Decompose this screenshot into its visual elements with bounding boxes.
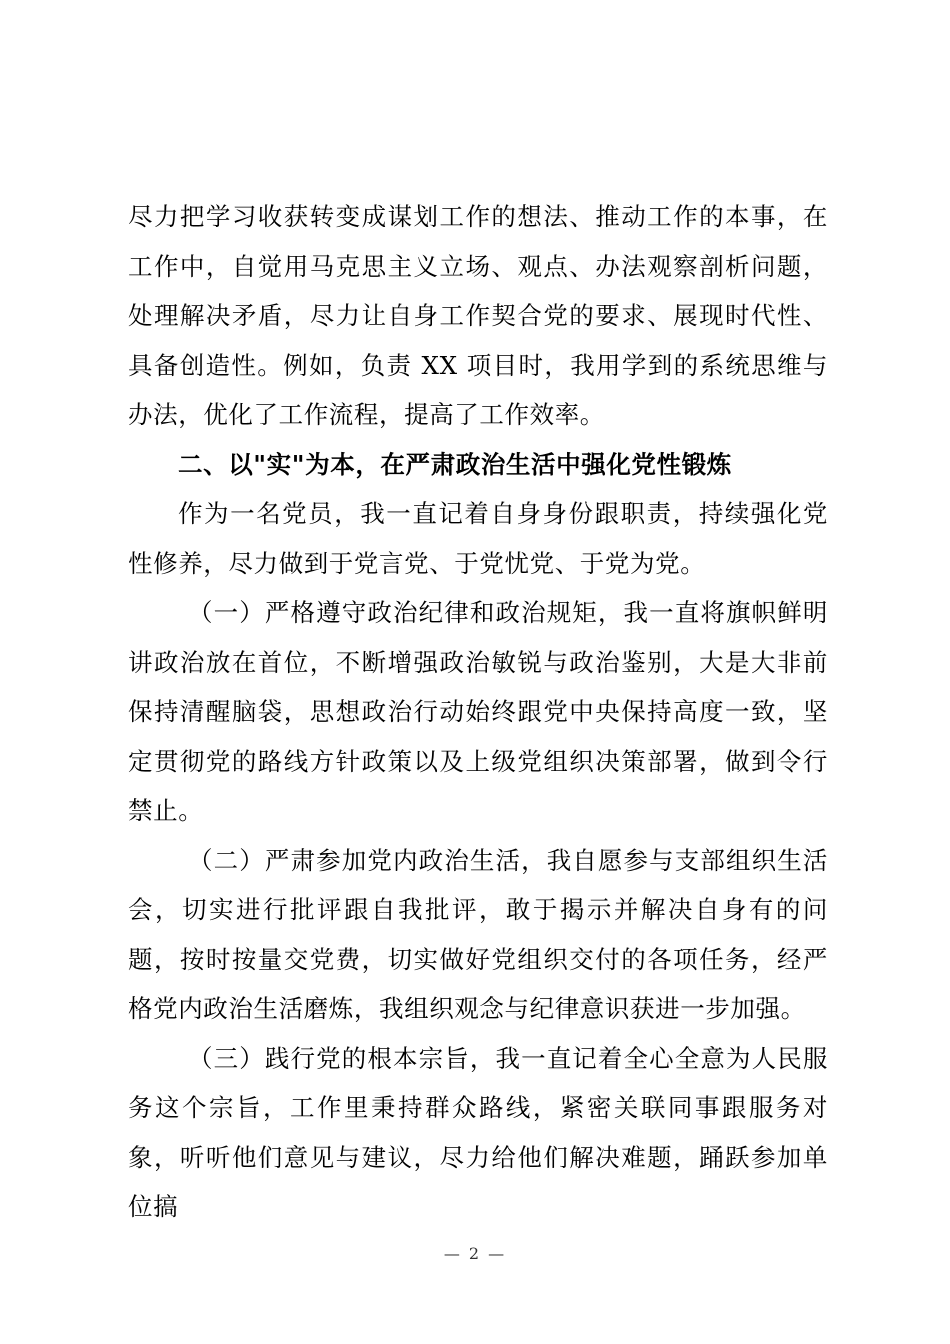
document-body xyxy=(128,192,828,1232)
paragraph-item-2: （二）严肃参加党内政治生活，我自愿参与支部组织生活会，切实进行批评跟自我批评，敢于揭示并解决自身有的问题，按时按量交党费，切实做好党组织交付的各项任务，经严格党内政治生活磨炼，我组织观念与纪律意识获进一步加强。 xyxy=(128,845,828,1023)
paragraph-intro: 作为一名党员，我一直记着自身身份跟职责，持续强化党性修养，尽力做到于党言党、于党忧党、于党为党。 xyxy=(128,499,828,578)
section-heading: 二、以"实"为本，在严肃政治生活中强化党性锻炼 xyxy=(178,449,732,479)
page-number: — 2 — xyxy=(443,1244,507,1263)
paragraph-item-1: （一）严格遵守政治纪律和政治规矩，我一直将旗帜鲜明讲政治放在首位，不断增强政治敏锐与政治鉴别，大是大非前保持清醒脑袋，思想政治行动始终跟党中央保持高度一致，坚定贯彻党的路线方针政策以及上级党组织决策部署，做到令行禁止。 xyxy=(128,598,828,825)
paragraph-item-3: （三）践行党的根本宗旨，我一直记着全心全意为人民服务这个宗旨，工作里秉持群众路线，紧密关联同事跟服务对象，听听他们意见与建议，尽力给他们解决难题，踊跃参加单位搞 xyxy=(128,1043,828,1221)
paragraph-continuation: 尽力把学习收获转变成谋划工作的想法、推动工作的本事，在工作中，自觉用马克思主义立场、观点、办法观察剖析问题，处理解决矛盾，尽力让自身工作契合党的要求、展现时代性、具备创造性。例如，负责 XX 项目时，我用学到的系统思维与办法，优化了工作流程，提高了工作效率。 xyxy=(128,202,828,429)
